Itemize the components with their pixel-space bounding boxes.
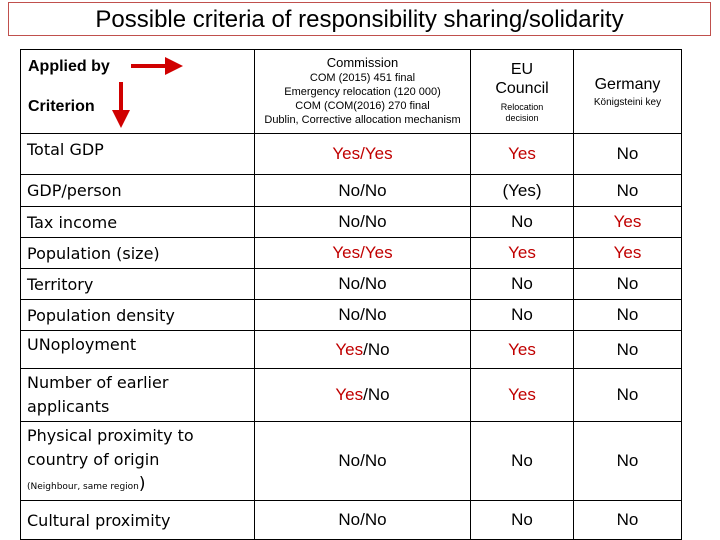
commission-value-a: No — [338, 451, 361, 470]
commission-value-b: No — [367, 385, 390, 404]
commission-line-3: COM (COM(2016) 270 final — [295, 100, 430, 112]
commission-sep: / — [360, 180, 365, 200]
table-row — [21, 134, 682, 175]
commission-cell — [255, 269, 471, 300]
criterion-cell: Tax income — [21, 207, 255, 238]
commission-line-1: COM (2015) 451 final — [309, 72, 416, 84]
commission-sep: / — [360, 212, 365, 231]
commission-value-b: No — [364, 212, 387, 231]
criterion-cell: UNoployment — [21, 331, 255, 369]
eu-cell: Yes — [471, 134, 574, 175]
eu-cell: No — [471, 207, 574, 238]
eu-council-header — [471, 50, 574, 134]
commission-value-a: Yes — [335, 339, 364, 359]
commission-sep: / — [360, 451, 365, 470]
commission-value-b: No — [364, 451, 387, 470]
table-row — [21, 422, 682, 501]
germany-title: Germany — [594, 75, 661, 93]
criterion-sub-text: (Neighbour, same region — [27, 481, 139, 492]
commission-value-a: No — [338, 180, 361, 200]
commission-cell — [255, 238, 471, 269]
germany-cell: Yes — [574, 207, 682, 238]
table-row — [21, 369, 682, 422]
criterion-line-1: Number of earlier — [27, 373, 169, 392]
commission-cell — [255, 207, 471, 238]
commission-cell — [255, 175, 471, 207]
commission-cell — [255, 300, 471, 331]
arrow-right-icon — [129, 54, 185, 78]
germany-cell: No — [574, 331, 682, 369]
germany-cell: No — [574, 300, 682, 331]
criterion-cell: Population density — [21, 300, 255, 331]
table-row — [21, 501, 682, 540]
header-corner-cell — [21, 50, 255, 134]
table-row — [21, 238, 682, 269]
criterion-cell: Cultural proximity — [21, 501, 255, 540]
criterion-cell: Total GDP — [21, 134, 255, 175]
criterion-line-2: applicants — [27, 397, 110, 416]
commission-value-b: No — [367, 339, 390, 359]
applied-by-label: Applied by — [28, 58, 110, 75]
criterion-label: Criterion — [28, 98, 95, 115]
criteria-table — [20, 49, 682, 540]
commission-title: Commission — [326, 55, 399, 70]
germany-cell: No — [574, 175, 682, 207]
germany-cell: No — [574, 134, 682, 175]
criterion-cell — [21, 369, 255, 422]
criterion-line-1: Physical proximity to — [27, 425, 194, 445]
eu-cell: Yes — [471, 331, 574, 369]
commission-value-b: Yes — [364, 144, 393, 163]
commission-value-b: No — [364, 510, 387, 529]
commission-value-b: No — [364, 274, 387, 293]
table-row — [21, 331, 682, 369]
commission-sep: / — [363, 339, 368, 359]
commission-value-a: Yes — [332, 243, 361, 262]
commission-sep: / — [360, 243, 365, 262]
commission-value-a: No — [338, 510, 361, 529]
criterion-cell: Territory — [21, 269, 255, 300]
eu-title-1: EU — [510, 60, 534, 78]
eu-cell: Yes — [471, 238, 574, 269]
commission-value-a: Yes — [335, 385, 364, 404]
eu-cell: Yes — [471, 369, 574, 422]
germany-sub: Königsteini key — [593, 96, 662, 108]
table-row — [21, 269, 682, 300]
eu-sub-2: decision — [505, 112, 539, 123]
arrow-down-icon — [109, 80, 133, 130]
eu-cell: No — [471, 269, 574, 300]
commission-value-b: No — [364, 180, 387, 200]
commission-sep: / — [360, 144, 365, 163]
commission-value-a: No — [338, 305, 361, 324]
commission-cell — [255, 369, 471, 422]
eu-cell: No — [471, 300, 574, 331]
germany-cell: No — [574, 422, 682, 501]
eu-sub-1: Relocation — [500, 101, 544, 112]
commission-line-2: Emergency relocation (120 000) — [284, 86, 441, 98]
commission-sep: / — [360, 274, 365, 293]
eu-title-2: Council — [495, 79, 549, 97]
commission-sep: / — [360, 305, 365, 324]
commission-value-b: No — [364, 305, 387, 324]
commission-cell — [255, 422, 471, 501]
table-row — [21, 175, 682, 207]
commission-cell — [255, 501, 471, 540]
commission-cell — [255, 134, 471, 175]
commission-value-a: Yes — [332, 144, 361, 163]
germany-cell: Yes — [574, 238, 682, 269]
eu-cell: No — [471, 501, 574, 540]
commission-value-a: No — [338, 274, 361, 293]
commission-sep: / — [363, 385, 368, 404]
table-row — [21, 207, 682, 238]
germany-cell: No — [574, 501, 682, 540]
germany-header — [574, 50, 682, 134]
germany-cell: No — [574, 269, 682, 300]
eu-cell: (Yes) — [471, 175, 574, 207]
criterion-cell — [21, 422, 255, 501]
criterion-line-3 — [27, 472, 248, 499]
commission-value-a: No — [338, 212, 361, 231]
criterion-sub-close: ) — [138, 473, 146, 494]
criterion-cell: GDP/person — [21, 175, 255, 207]
table-row — [21, 300, 682, 331]
commission-line-4: Dublin, Corrective allocation mechanism — [264, 114, 461, 126]
criterion-cell: Population (size) — [21, 238, 255, 269]
commission-cell — [255, 331, 471, 369]
commission-header — [255, 50, 471, 134]
table-header-row — [21, 50, 682, 134]
commission-sep: / — [360, 510, 365, 529]
commission-value-b: Yes — [364, 243, 393, 262]
criterion-line-2: country of origin — [27, 449, 160, 469]
slide-title: Possible criteria of responsibility sharing/solidarity — [8, 2, 711, 36]
germany-cell: No — [574, 369, 682, 422]
eu-cell: No — [471, 422, 574, 501]
